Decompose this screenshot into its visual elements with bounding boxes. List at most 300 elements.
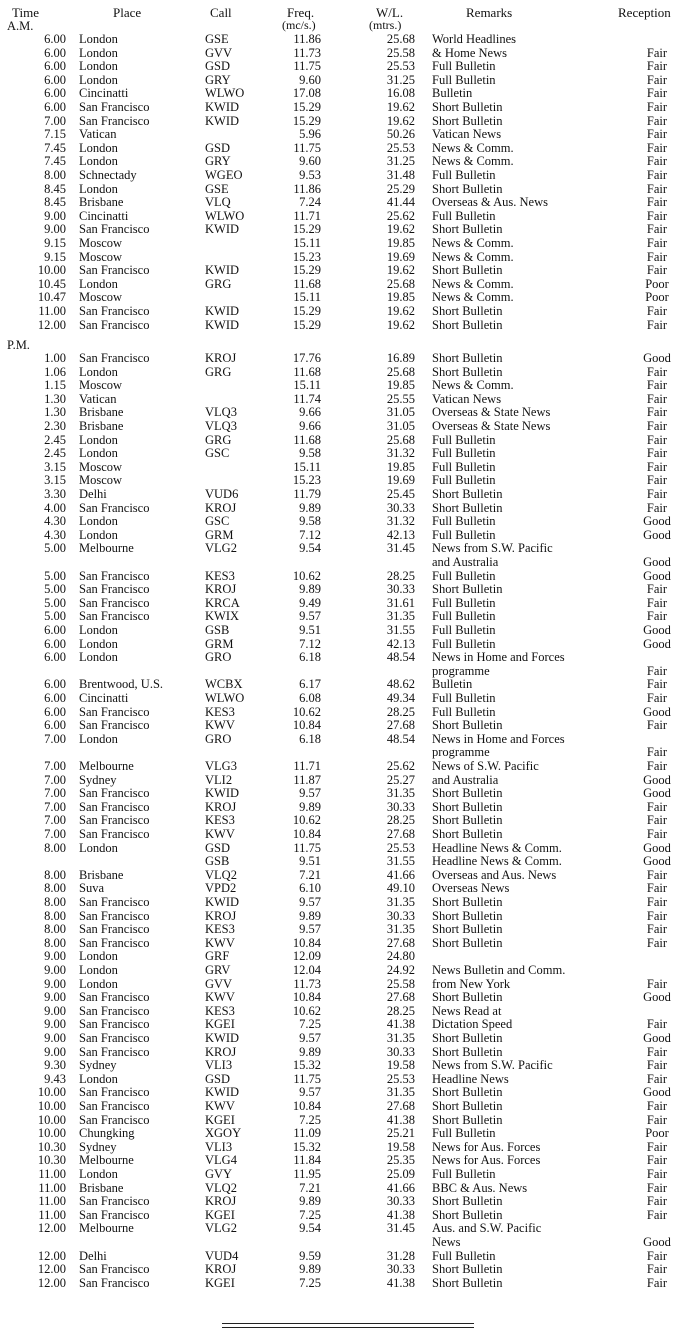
row-place: London	[79, 1167, 118, 1181]
row-wavelength: 41.44	[386, 195, 415, 210]
table-row	[0, 570, 700, 583]
row-frequency: 11.71	[293, 759, 321, 773]
row-reception: Fair	[646, 195, 668, 210]
table-row	[0, 746, 700, 759]
row-reception: Good	[643, 854, 671, 869]
row-reception: Good	[643, 351, 671, 365]
row-place: London	[79, 45, 118, 60]
row-remarks: programme	[432, 663, 490, 678]
row-time: 9.00	[44, 1017, 66, 1032]
table-row	[0, 638, 700, 651]
table-row	[0, 1236, 700, 1249]
row-frequency: 11.68	[293, 432, 321, 447]
row-call-sign: GSD	[205, 840, 231, 855]
row-reception: Fair	[646, 935, 668, 950]
row-remarks: Full Bulletin	[432, 208, 496, 223]
row-wavelength: 48.62	[386, 677, 415, 692]
row-wavelength: 25.29	[386, 181, 415, 196]
row-place: San Francisco	[79, 1003, 150, 1018]
row-call-sign: VLQ	[205, 195, 231, 210]
row-place: London	[79, 72, 118, 87]
table-row	[0, 733, 700, 746]
row-remarks: Short Bulletin	[432, 1207, 503, 1222]
row-time: 8.00	[44, 840, 66, 855]
row-place: London	[79, 636, 118, 651]
row-call-sign: KWID	[205, 113, 240, 128]
row-frequency: 11.75	[293, 140, 321, 155]
row-reception: Fair	[646, 1194, 668, 1209]
row-remarks: News & Comm.	[432, 378, 514, 393]
table-row	[0, 719, 700, 732]
row-frequency: 7.25	[299, 1207, 321, 1222]
row-place: Cincinatti	[79, 691, 129, 705]
row-call-sign: KWID	[205, 263, 240, 278]
row-frequency: 10.84	[292, 1099, 321, 1113]
row-call-sign: KWV	[205, 718, 235, 733]
row-reception: Poor	[645, 290, 669, 305]
row-wavelength: 28.25	[386, 1003, 415, 1018]
row-frequency: 5.96	[299, 127, 321, 142]
table-row	[0, 447, 700, 460]
row-call-sign: KWID	[205, 1085, 240, 1100]
row-reception: Fair	[646, 459, 668, 474]
row-wavelength: 28.25	[386, 568, 415, 583]
row-remarks: Full Bulletin	[432, 459, 496, 474]
row-remarks: News from S.W. Pacific	[432, 1058, 553, 1073]
row-call-sign: VLQ3	[205, 419, 237, 433]
row-frequency: 11.71	[293, 208, 321, 223]
row-reception: Fair	[646, 72, 668, 87]
table-row	[0, 556, 700, 569]
row-time: 10.00	[37, 1126, 66, 1141]
row-remarks: Short Bulletin	[432, 827, 503, 841]
row-time: 1.15	[44, 378, 66, 393]
row-reception: Fair	[646, 249, 668, 264]
row-wavelength: 31.25	[386, 154, 415, 169]
row-remarks: Short Bulletin	[432, 317, 503, 332]
row-time: 1.00	[44, 351, 66, 365]
row-remarks: Short Bulletin	[432, 222, 503, 237]
table-row	[0, 474, 700, 487]
row-remarks: Short Bulletin	[432, 582, 503, 597]
row-wavelength: 42.13	[386, 636, 415, 651]
row-frequency: 15.29	[292, 113, 321, 128]
row-call-sign: KES3	[205, 1003, 235, 1018]
table-row	[0, 1168, 700, 1181]
row-place: San Francisco	[79, 799, 150, 814]
row-place: Cincinatti	[79, 86, 129, 101]
row-time: 1.06	[44, 364, 66, 379]
row-time: 9.00	[44, 963, 66, 977]
row-reception: Fair	[646, 799, 668, 814]
row-frequency: 7.21	[299, 1180, 321, 1195]
row-remarks: Aus. and S.W. Pacific	[432, 1221, 542, 1236]
row-wavelength: 31.35	[386, 786, 415, 801]
table-row	[0, 597, 700, 610]
header-call: Call	[210, 5, 232, 20]
row-wavelength: 31.61	[386, 595, 415, 610]
row-remarks: Full Bulletin	[432, 568, 496, 583]
row-remarks: News of S.W. Pacific	[432, 759, 539, 773]
row-frequency: 9.54	[299, 541, 321, 556]
table-row	[0, 991, 700, 1004]
row-wavelength: 16.89	[386, 351, 415, 365]
row-remarks: Full Bulletin	[432, 636, 496, 651]
row-call-sign: GRG	[205, 276, 232, 291]
row-reception: Fair	[646, 895, 668, 909]
row-wavelength: 41.38	[386, 1275, 415, 1290]
row-place: San Francisco	[79, 1275, 150, 1290]
row-time: 2.45	[44, 446, 66, 461]
row-reception: Fair	[646, 208, 668, 223]
row-wavelength: 41.38	[386, 1207, 415, 1222]
row-time: 6.00	[44, 718, 66, 733]
table-row	[0, 1114, 700, 1127]
row-call-sign: GSE	[205, 181, 229, 196]
row-call-sign: KWV	[205, 1099, 235, 1113]
row-place: San Francisco	[79, 922, 150, 937]
row-wavelength: 16.08	[386, 86, 415, 101]
row-time: 1.30	[44, 405, 66, 420]
row-place: Vatican	[79, 127, 117, 142]
row-frequency: 9.57	[299, 922, 321, 937]
row-frequency: 15.11	[293, 378, 321, 393]
table-row	[0, 237, 700, 250]
row-wavelength: 25.68	[386, 364, 415, 379]
row-place: San Francisco	[79, 500, 150, 515]
row-remarks: Full Bulletin	[432, 514, 496, 529]
row-remarks: Short Bulletin	[432, 922, 503, 937]
row-remarks: from New York	[432, 976, 511, 991]
row-frequency: 15.11	[293, 290, 321, 305]
row-time: 4.00	[44, 500, 66, 515]
header-wavelength-unit: (mtrs.)	[369, 18, 402, 32]
row-frequency: 9.89	[299, 1262, 321, 1277]
row-reception: Fair	[646, 1058, 668, 1073]
row-call-sign: VLQ2	[205, 1180, 237, 1195]
row-wavelength: 31.35	[386, 609, 415, 624]
row-time: 7.00	[44, 786, 66, 801]
row-reception: Fair	[646, 1262, 668, 1277]
row-frequency: 7.25	[299, 1112, 321, 1127]
row-remarks: Overseas & Aus. News	[432, 195, 548, 210]
table-row	[0, 434, 700, 447]
row-time: 7.00	[44, 759, 66, 773]
row-remarks: BBC & Aus. News	[432, 1180, 528, 1195]
row-frequency: 11.68	[293, 364, 321, 379]
row-frequency: 9.57	[299, 786, 321, 801]
row-call-sign: GSD	[205, 1071, 231, 1086]
row-wavelength: 49.34	[386, 691, 415, 705]
row-wavelength: 19.62	[386, 222, 415, 237]
row-time: 7.00	[44, 731, 66, 746]
row-frequency: 15.29	[292, 100, 321, 114]
row-place: Brisbane	[79, 405, 124, 420]
row-remarks: Full Bulletin	[432, 1248, 496, 1263]
row-remarks: Full Bulletin	[432, 446, 496, 461]
row-call-sign: GSD	[205, 140, 231, 155]
row-remarks: Full Bulletin	[432, 59, 496, 74]
row-reception: Fair	[646, 100, 668, 114]
row-reception: Good	[643, 990, 671, 1005]
table-row	[0, 706, 700, 719]
row-time: 7.00	[44, 799, 66, 814]
row-call-sign: KRCA	[205, 595, 240, 610]
row-call-sign: GRG	[205, 364, 232, 379]
row-time: 6.00	[44, 636, 66, 651]
row-reception: Good	[643, 772, 671, 787]
row-reception: Fair	[646, 86, 668, 101]
row-place: London	[79, 527, 118, 542]
row-reception: Fair	[646, 317, 668, 332]
table-row	[0, 1032, 700, 1045]
row-frequency: 11.73	[293, 976, 321, 991]
row-frequency: 12.09	[292, 949, 321, 964]
row-frequency: 15.29	[292, 317, 321, 332]
row-place: Moscow	[79, 236, 123, 250]
row-call-sign: GSD	[205, 59, 231, 74]
row-remarks: Short Bulletin	[432, 813, 503, 828]
row-reception: Fair	[646, 609, 668, 624]
row-call-sign: WLWO	[205, 691, 245, 705]
table-row	[0, 950, 700, 963]
row-remarks: Full Bulletin	[432, 432, 496, 447]
row-remarks: Overseas News	[432, 881, 510, 896]
row-place: London	[79, 446, 118, 461]
row-call-sign: KWIX	[205, 609, 240, 624]
row-call-sign: KROJ	[205, 582, 237, 597]
row-time: 1.30	[44, 391, 66, 406]
table-row	[0, 542, 700, 555]
row-place: London	[79, 840, 118, 855]
row-wavelength: 19.58	[386, 1058, 415, 1073]
table-row	[0, 393, 700, 406]
row-time: 10.00	[37, 1085, 66, 1100]
row-call-sign: KWV	[205, 990, 235, 1005]
row-place: Suva	[79, 881, 104, 896]
row-remarks: News & Comm.	[432, 154, 514, 169]
row-frequency: 6.17	[299, 677, 321, 692]
row-reception: Fair	[646, 378, 668, 393]
table-row	[0, 1263, 700, 1276]
row-wavelength: 41.66	[386, 1180, 415, 1195]
row-time: 6.00	[44, 59, 66, 74]
row-place: San Francisco	[79, 100, 150, 114]
row-reception: Fair	[646, 867, 668, 882]
row-time: 6.00	[44, 86, 66, 101]
row-wavelength: 25.53	[386, 1071, 415, 1086]
row-place: San Francisco	[79, 786, 150, 801]
row-reception: Fair	[646, 236, 668, 250]
row-time: 3.30	[44, 487, 66, 501]
row-reception: Fair	[646, 140, 668, 155]
row-wavelength: 25.68	[386, 32, 415, 46]
table-row	[0, 1059, 700, 1072]
row-reception: Fair	[646, 127, 668, 142]
row-reception: Fair	[646, 759, 668, 773]
row-wavelength: 25.55	[386, 391, 415, 406]
row-frequency: 15.23	[292, 473, 321, 488]
row-frequency: 9.57	[299, 895, 321, 909]
row-place: London	[79, 650, 118, 665]
row-remarks: Full Bulletin	[432, 473, 496, 488]
row-wavelength: 31.32	[386, 446, 415, 461]
row-reception: Fair	[646, 181, 668, 196]
row-reception: Fair	[646, 745, 668, 760]
table-row	[0, 305, 700, 318]
row-time: 6.00	[44, 32, 66, 46]
row-frequency: 9.49	[299, 595, 321, 610]
row-place: Schnectady	[79, 168, 137, 182]
row-remarks: Overseas & State News	[432, 419, 551, 433]
row-frequency: 11.86	[293, 32, 321, 46]
row-place: San Francisco	[79, 1207, 150, 1222]
table-row	[0, 801, 700, 814]
row-reception: Fair	[646, 391, 668, 406]
row-place: London	[79, 181, 118, 196]
table-row	[0, 1141, 700, 1154]
row-wavelength: 19.69	[386, 473, 415, 488]
row-time: 8.45	[44, 181, 66, 196]
table-row	[0, 223, 700, 236]
row-frequency: 11.74	[293, 391, 321, 406]
row-wavelength: 19.85	[386, 236, 415, 250]
row-call-sign: KWID	[205, 317, 240, 332]
table-row	[0, 488, 700, 501]
row-call-sign: KROJ	[205, 1194, 237, 1209]
table-row	[0, 1154, 700, 1167]
row-remarks: Headline News & Comm.	[432, 840, 562, 855]
row-frequency: 11.73	[293, 45, 321, 60]
row-remarks: Short Bulletin	[432, 304, 503, 318]
row-time: 9.00	[44, 976, 66, 991]
row-call-sign: GSC	[205, 514, 230, 529]
row-remarks: Headline News	[432, 1071, 509, 1086]
table-row	[0, 60, 700, 73]
row-reception: Fair	[646, 595, 668, 610]
row-place: Brisbane	[79, 867, 124, 882]
row-wavelength: 30.33	[386, 908, 415, 923]
row-reception: Fair	[646, 1139, 668, 1154]
row-call-sign: VLG3	[205, 759, 237, 773]
row-place: London	[79, 140, 118, 155]
row-frequency: 9.66	[299, 419, 321, 433]
row-time: 9.00	[44, 990, 66, 1005]
row-remarks: News & Comm.	[432, 236, 514, 250]
row-frequency: 15.23	[292, 249, 321, 264]
row-remarks: Short Bulletin	[432, 1275, 503, 1290]
row-place: San Francisco	[79, 895, 150, 909]
row-place: San Francisco	[79, 908, 150, 923]
row-place: San Francisco	[79, 222, 150, 237]
row-frequency: 7.24	[299, 195, 321, 210]
row-frequency: 6.10	[299, 881, 321, 896]
row-frequency: 6.08	[299, 691, 321, 705]
row-call-sign: KES3	[205, 568, 235, 583]
row-wavelength: 31.32	[386, 514, 415, 529]
table-row	[0, 1005, 700, 1018]
row-remarks: and Australia	[432, 772, 499, 787]
row-wavelength: 48.54	[386, 731, 415, 746]
row-time: 8.00	[44, 881, 66, 896]
row-time: 6.00	[44, 623, 66, 637]
row-time: 4.30	[44, 527, 66, 542]
row-frequency: 7.12	[299, 636, 321, 651]
row-frequency: 9.57	[299, 1085, 321, 1100]
table-row	[0, 87, 700, 100]
table-row	[0, 529, 700, 542]
row-call-sign: KWID	[205, 1031, 240, 1045]
row-wavelength: 24.92	[386, 963, 415, 977]
row-wavelength: 28.25	[386, 813, 415, 828]
row-remarks: News in Home and Forces	[432, 731, 565, 746]
row-remarks: Short Bulletin	[432, 1044, 503, 1059]
row-remarks: Short Bulletin	[432, 1194, 503, 1209]
row-place: Chungking	[79, 1126, 135, 1141]
row-wavelength: 25.53	[386, 140, 415, 155]
row-frequency: 10.84	[292, 718, 321, 733]
row-time: 6.00	[44, 100, 66, 114]
row-wavelength: 25.68	[386, 276, 415, 291]
row-wavelength: 30.33	[386, 799, 415, 814]
row-frequency: 11.68	[293, 276, 321, 291]
table-row	[0, 352, 700, 365]
row-wavelength: 27.68	[386, 935, 415, 950]
row-place: San Francisco	[79, 704, 150, 719]
row-wavelength: 19.62	[386, 304, 415, 318]
row-place: Moscow	[79, 473, 123, 488]
row-frequency: 9.89	[299, 582, 321, 597]
table-row	[0, 74, 700, 87]
row-place: San Francisco	[79, 1044, 150, 1059]
row-remarks: News & Comm.	[432, 140, 514, 155]
table-row	[0, 291, 700, 304]
table-row	[0, 169, 700, 182]
row-remarks: Short Bulletin	[432, 263, 503, 278]
row-remarks: Vatican News	[432, 391, 502, 406]
row-wavelength: 50.26	[386, 127, 415, 142]
row-place: Brentwood, U.S.	[79, 677, 164, 692]
row-reception: Fair	[646, 446, 668, 461]
row-place: San Francisco	[79, 595, 150, 610]
table-row	[0, 251, 700, 264]
row-place: London	[79, 154, 118, 169]
row-time: 10.00	[37, 1112, 66, 1127]
row-call-sign: GRY	[205, 154, 231, 169]
row-wavelength: 19.85	[386, 290, 415, 305]
table-row	[0, 869, 700, 882]
row-time: 3.15	[44, 459, 66, 474]
row-frequency: 10.84	[292, 935, 321, 950]
row-call-sign: GRO	[205, 731, 232, 746]
row-time: 9.15	[44, 249, 66, 264]
row-frequency: 9.66	[299, 405, 321, 420]
row-time: 8.00	[44, 168, 66, 182]
row-place: London	[79, 59, 118, 74]
table-row	[0, 196, 700, 209]
row-frequency: 11.87	[293, 772, 321, 787]
row-wavelength: 27.68	[386, 827, 415, 841]
row-remarks: News Bulletin and Comm.	[432, 963, 566, 977]
row-wavelength: 31.25	[386, 72, 415, 87]
row-frequency: 6.18	[299, 731, 321, 746]
table-row	[0, 760, 700, 773]
row-remarks: Short Bulletin	[432, 786, 503, 801]
row-place: Melbourne	[79, 1153, 134, 1168]
row-time: 12.00	[37, 1248, 66, 1263]
row-place: London	[79, 32, 118, 46]
row-time: 10.00	[37, 1099, 66, 1113]
